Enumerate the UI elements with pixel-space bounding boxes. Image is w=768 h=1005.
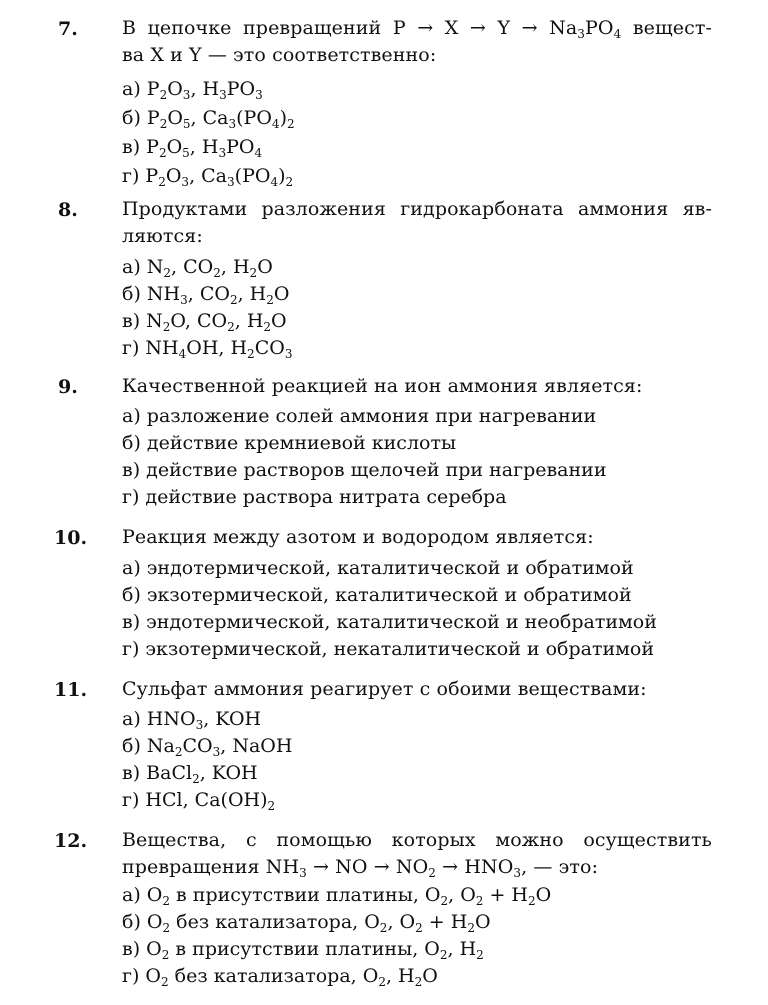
option-b: б) экзотермической, каталитической и обратимой xyxy=(122,584,632,606)
option-c: в) BaCl$_2$, KOH xyxy=(122,762,258,786)
option-a: а) эндотермической, каталитической и обратимой xyxy=(122,557,634,579)
option-d: г) действие раствора нитрата серебра xyxy=(122,486,507,508)
option-b: б) действие кремниевой кислоты xyxy=(122,432,457,454)
question-number: 8. xyxy=(58,199,78,221)
question-text xyxy=(122,373,712,400)
question-text xyxy=(122,676,712,703)
question-text xyxy=(122,15,712,69)
question-text xyxy=(122,524,712,551)
option-d: г) $O_2$ без катализатора, $O_2$, $H_2O$ xyxy=(122,965,438,989)
question-number: 9. xyxy=(58,376,78,398)
option-b: б) $P_2O_5$, $Ca_3(PO_4)_2$ xyxy=(122,107,295,131)
option-c: в) эндотермической, каталитической и необратимой xyxy=(122,611,657,633)
question-line: Сульфат аммония реагирует с обоими веществами: xyxy=(122,678,647,700)
question-line: Качественной реакцией на ион аммония является: xyxy=(122,375,643,397)
question-line: Реакция между азотом и водородом является: xyxy=(122,526,594,548)
option-a: а) $O_2$ в присутствии платины, $O_2$, $O_2 + H_2O$ xyxy=(122,884,552,908)
option-a: а) $P_2O_3$, $H_3PO_3$ xyxy=(122,78,263,102)
question-text xyxy=(122,827,712,881)
question-number: 7. xyxy=(58,18,78,40)
option-d: г) экзотермической, некаталитической и обратимой xyxy=(122,638,655,660)
option-b: б) $NH_3$, $CO_2$, $H_2O$ xyxy=(122,283,290,307)
option-c: в) $O_2$ в присутствии платины, $O_2$, $H_2$ xyxy=(122,938,484,962)
option-c: в) $P_2O_5$, $H_3PO_4$ xyxy=(122,136,263,160)
option-d: г) $NH_4OH$, $H_2CO_3$ xyxy=(122,337,293,361)
question-line: В цепочке превращений $P \to X \to Y \to Na_3PO_4$ вещест- xyxy=(122,17,712,41)
option-a: а) $HNO_3$, KOH xyxy=(122,708,262,732)
question-line: ва X и Y — это соответственно: xyxy=(122,44,437,66)
question-text xyxy=(122,196,712,250)
question-line: Продуктами разложения гидрокарбоната аммония яв- xyxy=(122,198,712,220)
option-d: г) $P_2O_3$, $Ca_3(PO_4)_2$ xyxy=(122,165,294,189)
question-line: ляются: xyxy=(122,225,203,247)
question-number: 11. xyxy=(54,679,88,701)
question-number: 12. xyxy=(54,830,88,852)
question-line: превращения $NH_3$ → NO → $NO_2 \to HNO_3$, — это: xyxy=(122,856,599,880)
option-a: а) $N_2$, $CO_2$, $H_2O$ xyxy=(122,256,273,280)
option-b: б) $O_2$ без катализатора, $O_2$, $O_2 + H_2O$ xyxy=(122,911,491,935)
option-a: а) разложение солей аммония при нагревании xyxy=(122,405,597,427)
question-number: 10. xyxy=(54,527,88,549)
option-b: б) $Na_2CO_3$, NaOH xyxy=(122,735,293,759)
option-d: г) HCl, $Ca(OH)_2$ xyxy=(122,789,276,813)
option-c: в) $N_2O$, $CO_2$, $H_2O$ xyxy=(122,310,287,334)
question-line: Вещества, с помощью которых можно осуществить xyxy=(122,829,712,851)
option-c: в) действие растворов щелочей при нагревании xyxy=(122,459,607,481)
